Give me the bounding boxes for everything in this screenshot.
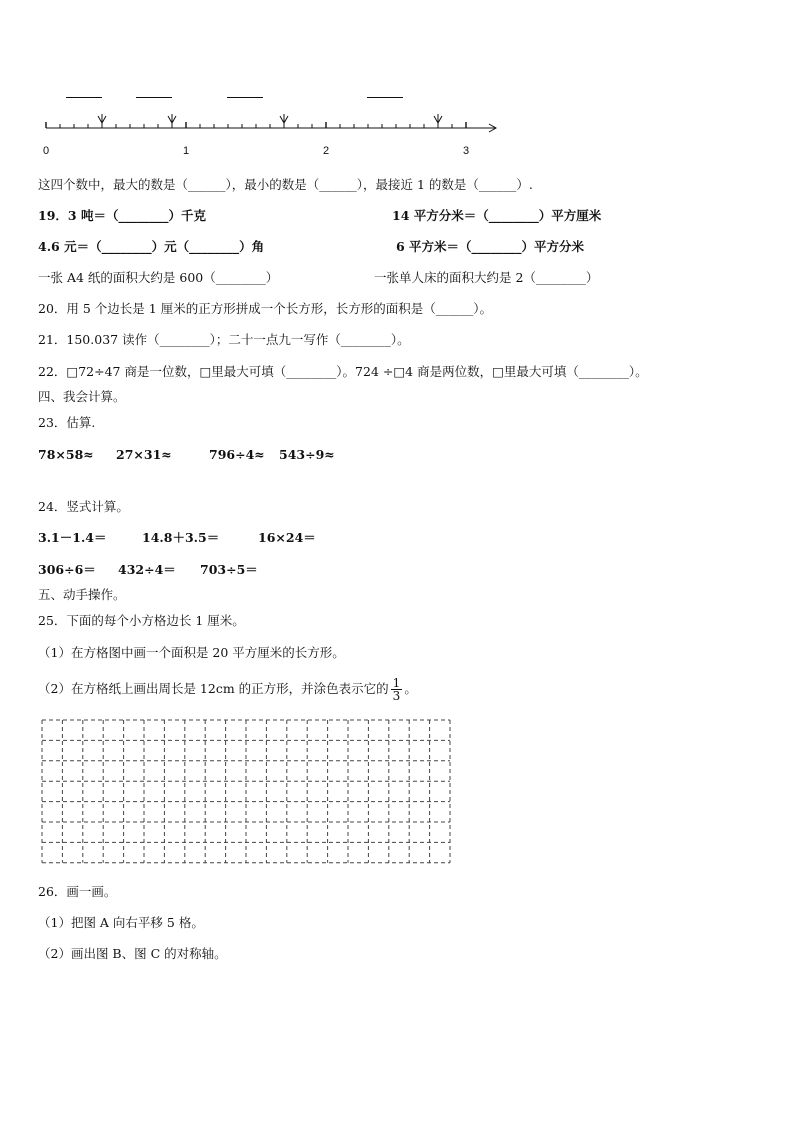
section-5-heading: 五、动手操作。 — [38, 587, 126, 602]
number-line — [38, 104, 508, 164]
q25-part-2-text: （2）在方格纸上画出周长是 12cm 的正方形，并涂色表示它的 — [38, 681, 389, 696]
q24-row2-item-2: 432÷4＝ — [118, 562, 176, 577]
q24-row2-item-1: 306÷6＝ — [38, 562, 96, 577]
q23-item-1: 78×58≈ — [38, 447, 94, 462]
q19-item-5: 一张 A4 纸的面积大约是 600（________） — [38, 270, 279, 285]
numberline-answer-blank-4[interactable] — [367, 97, 403, 98]
q21-question-text: 21．150.037 读作（________）；二十一点九一写作（________）。 — [38, 332, 410, 347]
numberline-answer-blank-1[interactable] — [66, 97, 102, 98]
q23-item-2: 27×31≈ — [116, 447, 172, 462]
number-line-label: 2 — [322, 145, 330, 157]
numberline-answer-blank-3[interactable] — [227, 97, 263, 98]
q24-row1-item-3: 16×24＝ — [258, 530, 316, 545]
q23-item-3: 796÷4≈ — [209, 447, 265, 462]
q18-question-text: 这四个数中，最大的数是（______），最小的数是（______），最接近 1 的数是（______）. — [38, 177, 533, 192]
number-line-label: 0 — [42, 145, 50, 157]
q24-title: 24．竖式计算。 — [38, 499, 129, 514]
numberline-answer-blank-2[interactable] — [136, 97, 172, 98]
square-grid[interactable] — [40, 718, 454, 866]
q20-question-text: 20．用 5 个边长是 1 厘米的正方形拼成一个长方形，长方形的面积是（______）。 — [38, 301, 492, 316]
q26-part-2: （2）画出图 B、图 C 的对称轴。 — [38, 946, 227, 961]
q23-item-4: 543÷9≈ — [279, 447, 335, 462]
q23-title: 23．估算. — [38, 415, 96, 430]
fraction-denominator: 3 — [392, 689, 401, 703]
q19-item-2: 14 平方分米＝（________）平方厘米 — [392, 208, 602, 223]
q22-question-text: 22．□72÷47 商是一位数，□里最大可填（________）。724 ÷□4 商是两位数，□里最大可填（________）。 — [38, 364, 648, 379]
fraction-one-third — [391, 677, 403, 702]
q25-title: 25．下面的每个小方格边长 1 厘米。 — [38, 613, 245, 628]
q26-title: 26．画一画。 — [38, 884, 117, 899]
fraction-numerator: 1 — [392, 676, 401, 690]
q19-item-3: 4.6 元＝（________）元（________）角 — [38, 239, 265, 254]
q24-row1-item-1: 3.1－1.4＝ — [38, 530, 107, 545]
q19-item-1: 19．3 吨＝（________）千克 — [38, 208, 206, 223]
q26-part-1: （1）把图 A 向右平移 5 格。 — [38, 915, 204, 930]
q25-part-2-end: 。 — [404, 681, 417, 696]
q19-item-4: 6 平方米＝（________）平方分米 — [396, 239, 585, 254]
q25-part-2 — [38, 674, 417, 704]
number-line-label: 3 — [462, 145, 470, 157]
q25-part-1: （1）在方格图中画一个面积是 20 平方厘米的长方形。 — [38, 645, 345, 660]
q19-item-6: 一张单人床的面积大约是 2（________） — [374, 270, 599, 285]
q24-row1-item-2: 14.8＋3.5＝ — [142, 530, 220, 545]
section-4-heading: 四、我会计算。 — [38, 389, 126, 404]
number-line-label: 1 — [182, 145, 190, 157]
q24-row2-item-3: 703÷5＝ — [200, 562, 258, 577]
